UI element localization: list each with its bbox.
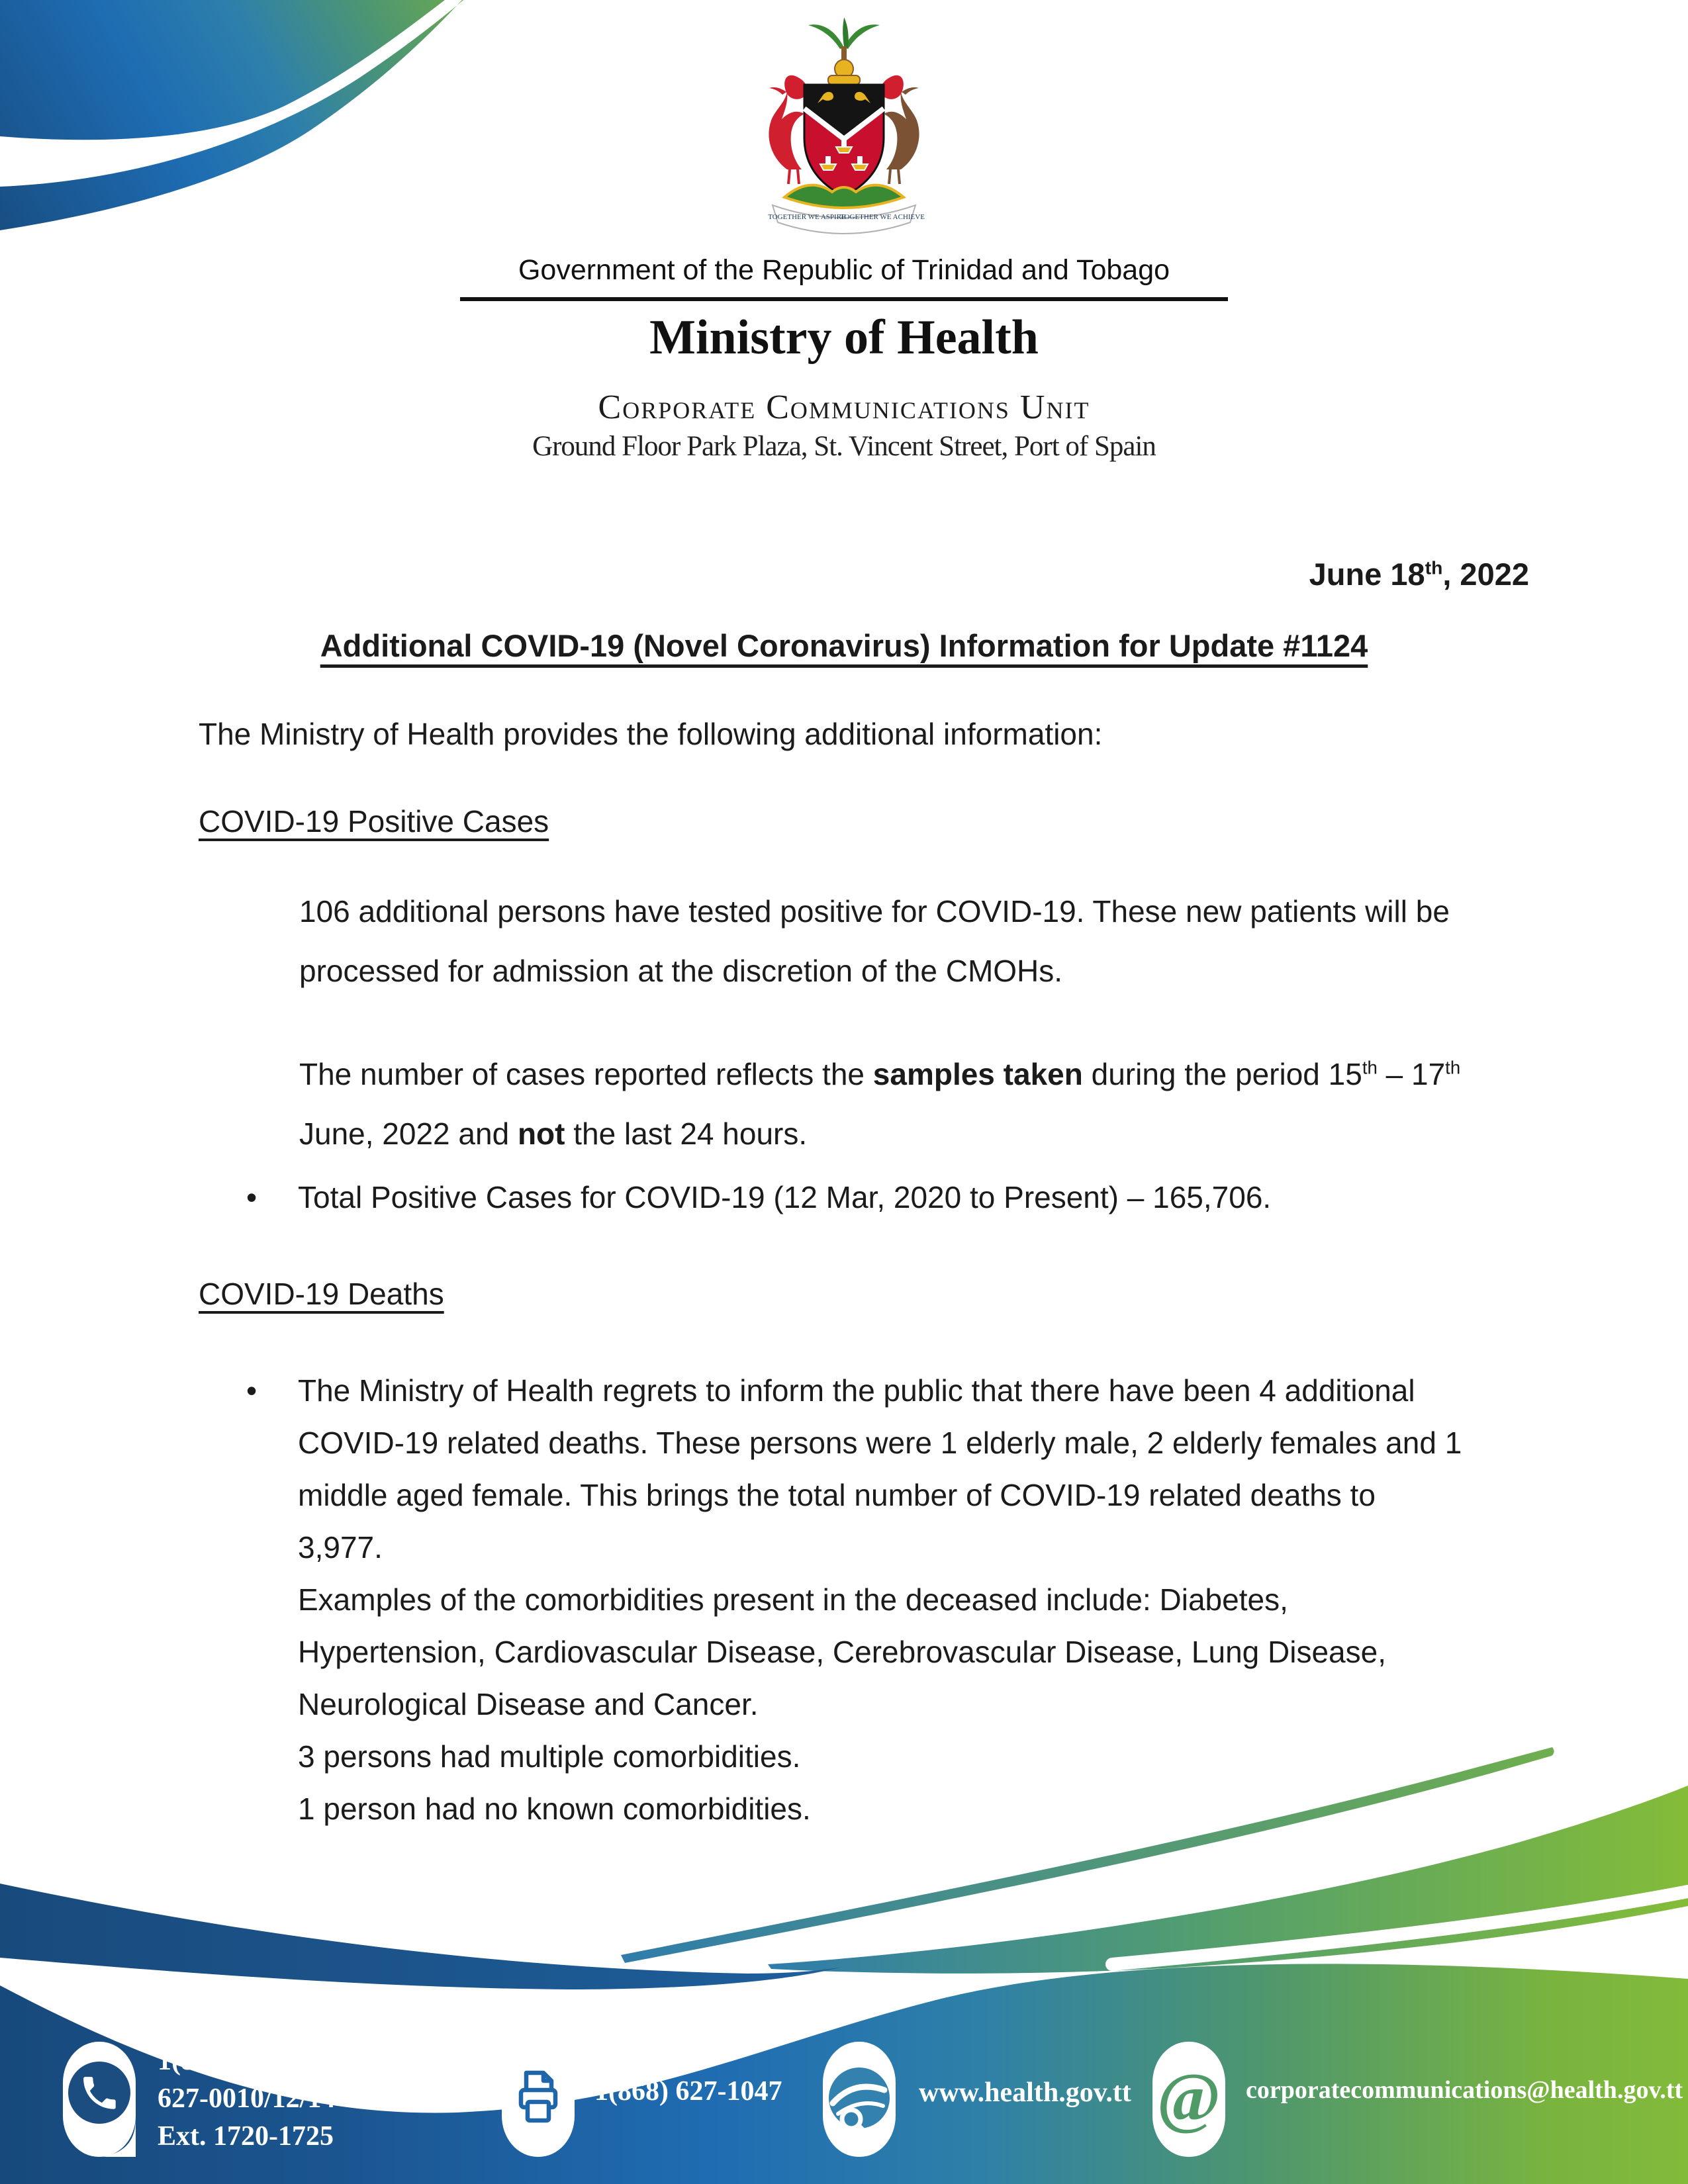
- phone-icon: [61, 2040, 138, 2159]
- total-cases-bullet-text: Total Positive Cases for COVID-19 (12 Mar, 2020 to Present) – 165,706.: [298, 1180, 1272, 1214]
- header-rule: [460, 297, 1228, 301]
- at-symbol: @: [1156, 2060, 1221, 2136]
- heading-positive-cases: COVID-19 Positive Cases: [199, 804, 549, 839]
- intro-paragraph: The Ministry of Health provides the following additional information:: [199, 717, 1103, 751]
- unit-line: Corporate Communications Unit: [598, 388, 1090, 426]
- cocrico-supporter: [884, 87, 919, 184]
- email-address: corporatecommunications@health.gov.tt: [1246, 2076, 1683, 2104]
- ministry-title: Ministry of Health: [649, 310, 1039, 365]
- total-cases-bullet: [246, 1179, 1271, 1215]
- top-left-wave-decoration: [0, 0, 516, 291]
- positive-cases-paragraph-1: 106 additional persons have tested positive for COVID-19. These new patients will be processed for admission at the discretion of the CMOHs.: [299, 894, 1450, 988]
- shield: [804, 85, 884, 196]
- email-icon: [1150, 2040, 1227, 2159]
- coat-of-arms: [724, 17, 964, 238]
- fax-icon: [500, 2040, 577, 2159]
- fax-number: 1(868) 627-1047: [594, 2076, 782, 2107]
- website-url: www.health.gov.tt: [919, 2077, 1131, 2108]
- scarlet-ibis-supporter: [769, 87, 804, 184]
- helm-crown: [828, 60, 860, 85]
- deaths-bullet-text: The Ministry of Health regrets to inform the public that there have been 4 additional COVID-19 related deaths. These persons were 1 elderly male, 2 elderly females and 1 middle aged female. This brings the total number of COVID-19 related deaths to 3,977. Examples of the comorbidities present in the deceased include: Diabetes, Hypertension, Cardiovascular Disease, Cerebrovascular Disease, Lung Disease, Neurological Disease and Cancer. 3 persons had multiple comorbidities. 1 person had no known comorbidities.: [298, 1373, 1462, 1826]
- date-line: June 18th, 2022: [1309, 557, 1529, 592]
- motto-right: TOGETHER WE ACHIEVE: [840, 213, 925, 221]
- phone-numbers: 1(868) 627-1047/ 623-8492 or 627-0010/12/14 Ext. 1720-1725: [158, 2046, 500, 2152]
- globe-icon: [821, 2040, 898, 2159]
- motto-banner: [768, 205, 925, 234]
- mound: [784, 185, 904, 208]
- palm-tree-crest: [808, 17, 880, 61]
- heading-deaths: COVID-19 Deaths: [199, 1277, 444, 1311]
- page-title: Additional COVID-19 (Novel Coronavirus) Information for Update #1124: [320, 628, 1368, 663]
- address-line: Ground Floor Park Plaza, St. Vincent Street, Port of Spain: [532, 431, 1156, 462]
- positive-cases-paragraph-2: The number of cases reported reflects the samples taken during the period 15th – 17th June, 2022 and not the last 24 hours.: [299, 1057, 1461, 1151]
- motto-left: TOGETHER WE ASPIRE: [768, 213, 846, 221]
- bullet-marker: •: [246, 1180, 258, 1214]
- government-line: Government of the Republic of Trinidad and Tobago: [518, 254, 1170, 286]
- footer-green-swoosh: [768, 1786, 1688, 1974]
- bullet-marker: •: [246, 1373, 258, 1408]
